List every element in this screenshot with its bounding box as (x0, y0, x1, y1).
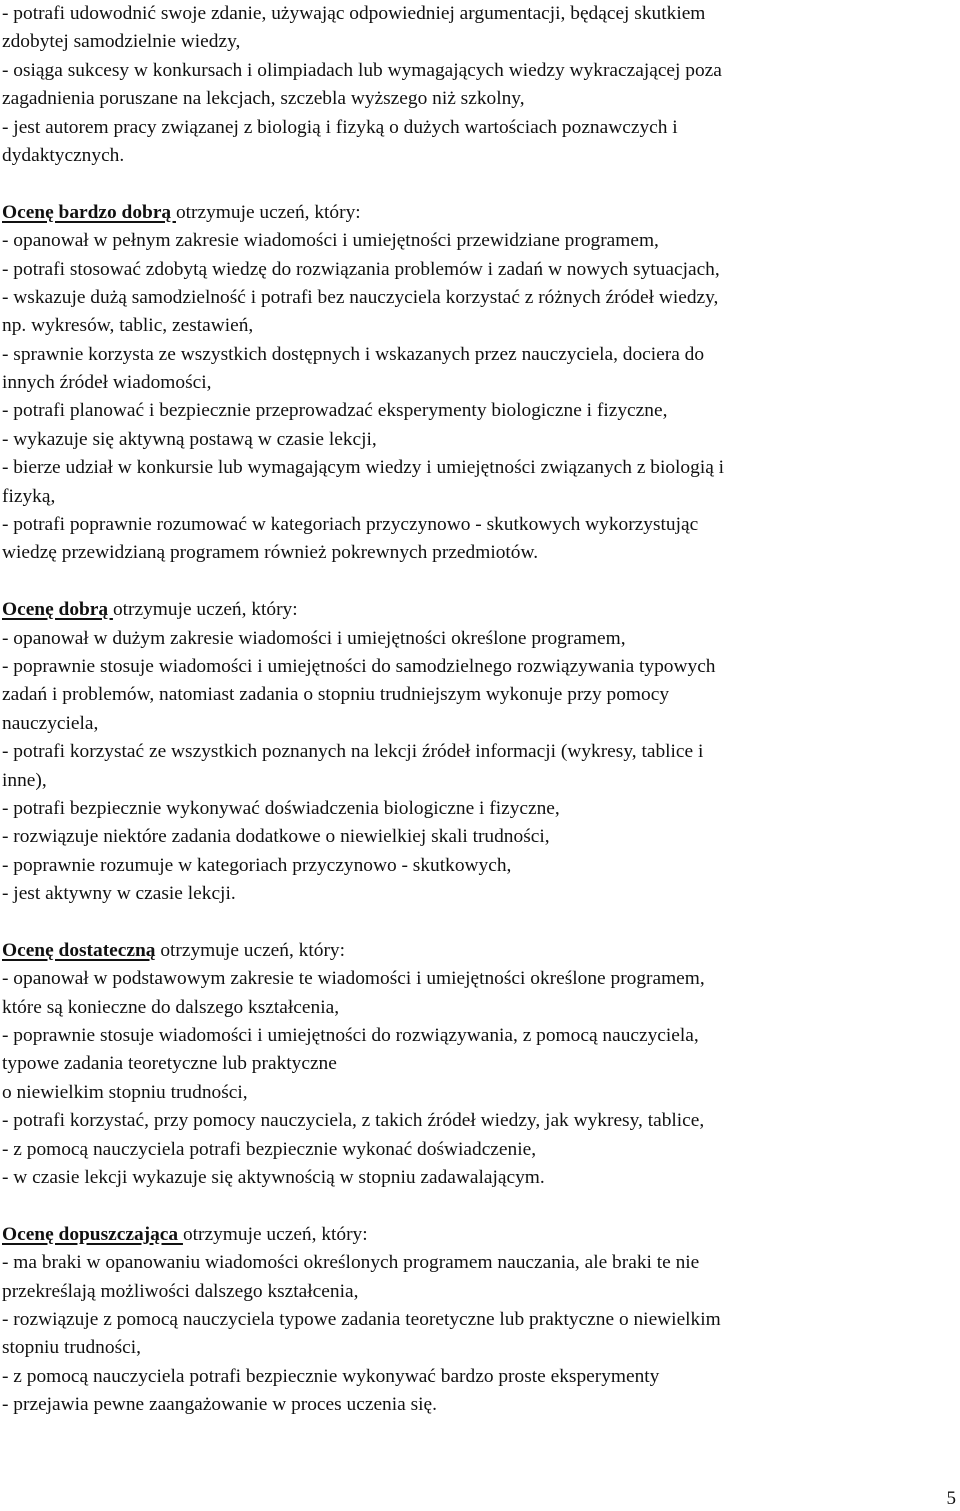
text-line: - jest autorem pracy związanej z biologią i fizyką o dużych wartościach poznawczych i (2, 116, 678, 138)
text-line: - opanował w podstawowym zakresie te wiadomości i umiejętności określone programem, (2, 968, 705, 990)
section-heading-rest: otrzymuje uczeń, który: (112, 599, 298, 621)
paragraph-gap (2, 568, 952, 596)
text-line: - ma braki w opanowaniu wiadomości określonych programem nauczania, ale braki te nie (2, 1252, 700, 1274)
text-line: nauczyciela, (2, 712, 99, 734)
text-line: - sprawnie korzysta ze wszystkich dostępnych i wskazanych przez nauczyciela, dociera do (2, 343, 705, 365)
paragraph-gap (2, 909, 952, 937)
text-line: dydaktycznych. (2, 144, 125, 166)
text-line: zagadnienia poruszane na lekcjach, szczebla wyższego niż szkolny, (2, 88, 525, 110)
text-line: - z pomocą nauczyciela potrafi bezpiecznie wykonać doświadczenie, (2, 1138, 537, 1160)
text-line: innych źródeł wiadomości, (2, 372, 212, 394)
text-line: - potrafi udowodnić swoje zdanie, używając odpowiedniej argumentacji, będącej skutkiem (2, 3, 706, 24)
text-line: - wykazuje się aktywną postawą w czasie lekcji, (2, 428, 377, 450)
section-heading-rest: otrzymuje uczeń, który: (155, 939, 346, 961)
text-line: - potrafi stosować zdobytą wiedzę do rozwiązania problemów i zadań w nowych sytuacjach, (2, 258, 720, 280)
text-line: typowe zadania teoretyczne lub praktyczne (2, 1053, 337, 1075)
section-heading: Ocenę dopuszczająca (2, 1223, 183, 1245)
document-page (2, 0, 952, 1420)
text-line: - poprawnie stosuje wiadomości i umiejętności do rozwiązywania, z pomocą nauczyciela, (2, 1025, 699, 1047)
text-line: - opanował w pełnym zakresie wiadomości i umiejętności przewidziane programem, (2, 230, 659, 252)
section-heading-line (2, 937, 952, 965)
section-heading: Ocenę dostateczną (2, 939, 156, 961)
paragraph-gap (2, 170, 952, 198)
text-line: - potrafi korzystać ze wszystkich poznanych na lekcji źródeł informacji (wykresy, tablice i (2, 741, 704, 763)
text-line: stopniu trudności, (2, 1337, 141, 1359)
text-line: - przejawia pewne zaangażowanie w proces uczenia się. (2, 1394, 437, 1416)
grade-section-satisfactory (2, 937, 952, 1193)
text-line: - z pomocą nauczyciela potrafi bezpiecznie wykonywać bardzo proste eksperymenty (2, 1365, 660, 1387)
text-line: - rozwiązuje niektóre zadania dodatkowe o niewielkiej skali trudności, (2, 826, 550, 848)
text-line: inne), (2, 769, 47, 791)
section-heading-line (2, 1221, 952, 1249)
text-line: wiedzę przewidzianą programem również pokrewnych przedmiotów. (2, 542, 539, 564)
text-line: - jest aktywny w czasie lekcji. (2, 883, 236, 905)
text-line: - bierze udział w konkursie lub wymagającym wiedzy i umiejętności związanych z biologią i (2, 457, 725, 479)
section-heading-rest: otrzymuje uczeń, który: (175, 201, 361, 223)
page-number: 5 (946, 1488, 956, 1509)
grade-section-good (2, 596, 952, 908)
text-line: zadań i problemów, natomiast zadania o stopniu trudniejszym wykonuje przy pomocy (2, 684, 670, 706)
text-line: - poprawnie rozumuje w kategoriach przyczynowo - skutkowych, (2, 854, 512, 876)
text-line: - potrafi planować i bezpiecznie przeprowadzać eksperymenty biologiczne i fizyczne, (2, 400, 668, 422)
text-line: - osiąga sukcesy w konkursach i olimpiadach lub wymagających wiedzy wykraczającej poza (2, 59, 722, 81)
section-heading-line (2, 596, 952, 624)
text-line: - potrafi poprawnie rozumować w kategoriach przyczynowo - skutkowych wykorzystując (2, 514, 699, 536)
text-line: - w czasie lekcji wykazuje się aktywnością w stopniu zadawalającym. (2, 1167, 545, 1189)
text-line: przekreślają możliwości dalszego kształcenia, (2, 1280, 359, 1302)
grade-section-very-good (2, 199, 952, 568)
section-heading-line (2, 199, 952, 227)
text-line: - poprawnie stosuje wiadomości i umiejętności do samodzielnego rozwiązywania typowych (2, 655, 716, 677)
text-line: fizyką, (2, 485, 56, 507)
grade-section-sufficient (2, 1221, 952, 1420)
text-line: które są konieczne do dalszego kształcenia, (2, 996, 340, 1018)
text-line: - opanował w dużym zakresie wiadomości i umiejętności określone programem, (2, 627, 626, 649)
text-line: o niewielkim stopniu trudności, (2, 1081, 248, 1103)
text-line: np. wykresów, tablic, zestawień, (2, 315, 254, 337)
text-line: - potrafi korzystać, przy pomocy nauczyciela, z takich źródeł wiedzy, jak wykresy, tablice, (2, 1110, 705, 1132)
intro-block (2, 0, 952, 170)
text-line: - wskazuje dużą samodzielność i potrafi bez nauczyciela korzystać z różnych źródeł wiedzy, (2, 286, 719, 308)
text-line: - rozwiązuje z pomocą nauczyciela typowe zadania teoretyczne lub praktyczne o niewielkim (2, 1308, 721, 1330)
section-heading: Ocenę bardzo dobrą (2, 201, 176, 223)
paragraph-gap (2, 1192, 952, 1220)
section-heading-rest: otrzymuje uczeń, który: (182, 1223, 368, 1245)
section-heading: Ocenę dobrą (2, 599, 113, 621)
text-line: - potrafi bezpiecznie wykonywać doświadczenia biologiczne i fizyczne, (2, 797, 560, 819)
text-line: zdobytej samodzielnie wiedzy, (2, 31, 241, 53)
